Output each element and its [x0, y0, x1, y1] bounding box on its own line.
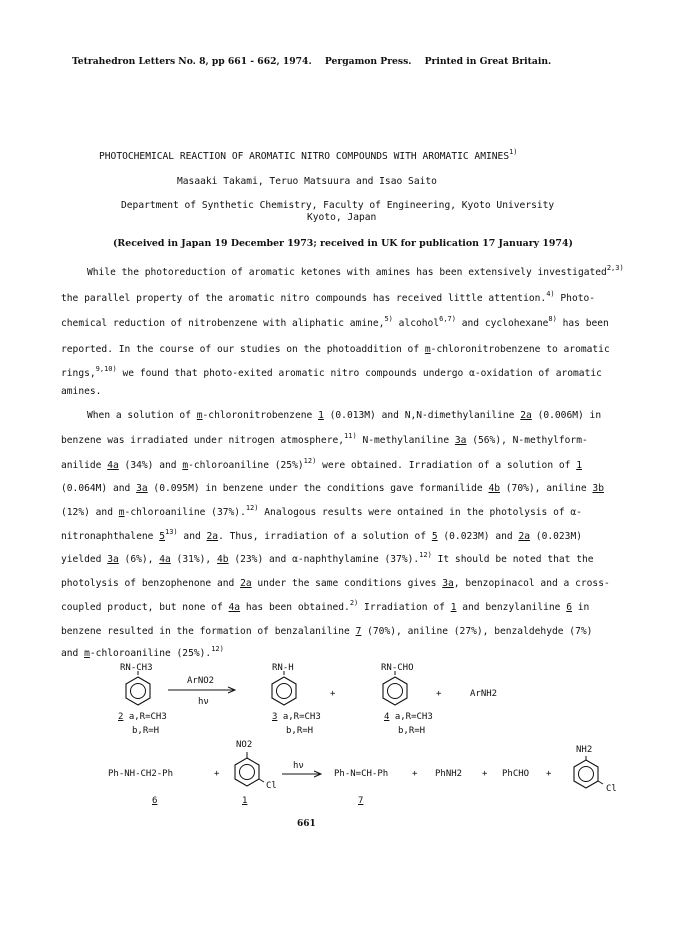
compound-4-labels: [384, 712, 433, 723]
compound-6-label: 6: [152, 796, 158, 806]
body-line: photolysis of benzophenone and 2a under the same conditions gives 3a, benzopinacol and a cross-: [61, 578, 610, 589]
compound-variant: a,R=CH3: [394, 712, 433, 722]
reaction-arrow-2: [282, 770, 324, 778]
received-dates: (Received in Japan 19 December 1973; received in UK for publication 17 January 1974): [113, 238, 573, 249]
title-text: PHOTOCHEMICAL REACTION OF AROMATIC NITRO COMPOUNDS WITH AROMATIC AMINES: [99, 151, 510, 162]
plus-sign: +: [546, 769, 552, 779]
substituent-rn-h: RN-H: [272, 663, 294, 673]
compound-number: 4: [384, 712, 390, 722]
affiliation-city: Kyoto, Japan: [307, 212, 377, 223]
body-line: anilide 4a (34%) and m-chloroaniline $(25\%)^{12)}$ were obtained. Irradiation of a solution of 1: [61, 457, 582, 471]
journal-citation: Tetrahedron Letters No. 8, pp 661 - 662, 1974.: [72, 56, 312, 67]
benzene-ring-1: [233, 756, 261, 788]
affiliation: Department of Synthetic Chemistry, Faculty of Engineering, Kyoto University: [121, 200, 555, 211]
substituent-cl: Cl: [266, 781, 277, 791]
substituent-rn-ch3: RN-CH3: [120, 663, 153, 673]
body-line: rings,$^{9,10)}$ we found that photo-exited aromatic nitro compounds undergo α-oxidation of aromatic: [61, 365, 602, 379]
paper-title: [99, 148, 518, 163]
title-reference: 1): [509, 148, 518, 156]
body-line: the parallel property of the aromatic nitro compounds has received little attention.$^{4)}$ Photo-: [61, 290, 596, 304]
compound-2-labels: [118, 712, 167, 723]
body-line: coupled product, but none of 4a has been obtained.$^{2)}$ Irradiation of 1 and benzylaniline 6 in: [61, 599, 590, 613]
plus-sign: +: [330, 689, 336, 699]
compound-number: 3: [272, 712, 278, 722]
body-line: amines.: [61, 386, 102, 397]
product-arnh2: ArNH2: [470, 689, 498, 699]
body-line: While the photoreduction of aromatic ketones with amines has been extensively investigated$^{2,3)}$: [87, 264, 624, 278]
compound-4b-label: b,R=H: [398, 726, 426, 736]
product-benzaldehyde: PhCHO: [502, 769, 530, 779]
substituent-cl-2: Cl: [606, 784, 617, 794]
benzene-ring-2: [124, 675, 152, 707]
body-line: (12%) and m-chloroaniline (37%).$^{12)}$ Analogous results were ontained in the photolysis of α-: [61, 504, 582, 518]
plus-sign: +: [214, 769, 220, 779]
substituent-rn-cho: RN-CHO: [381, 663, 414, 673]
compound-1-label: 1: [242, 796, 248, 806]
substituent-no2: NO2: [236, 740, 253, 750]
hv-label-2: hν: [293, 761, 304, 771]
body-line: reported. In the course of our studies on the photoaddition of m-chloronitrobenzene to aromatic: [61, 344, 610, 355]
body-line: and m-chloroaniline (25%).$^{12)}$: [61, 645, 224, 659]
reagent-arno2: ArNO2: [187, 676, 215, 686]
hv-label-1: hν: [198, 697, 209, 707]
page-number: 661: [297, 819, 316, 829]
plus-sign: +: [482, 769, 488, 779]
authors: Masaaki Takami, Teruo Matsuura and Isao Saito: [177, 176, 437, 187]
compound-2b-label: b,R=H: [132, 726, 160, 736]
body-line: yielded 3a (6%), 4a (31%), 4b (23%) and α-naphthylamine (37%).$^{12)}$ It should be noted that the: [61, 551, 594, 565]
compound-7-label: 7: [358, 796, 364, 806]
compound-variant: a,R=CH3: [282, 712, 321, 722]
product-aniline: PhNH2: [435, 769, 463, 779]
body-line: nitronaphthalene 5$^{13)}$ and 2a. Thus, irradiation of a solution of 5 (0.023M) and 2a (0.023M): [61, 528, 583, 542]
compound-3-labels: [272, 712, 321, 723]
compound-3b-label: b,R=H: [286, 726, 314, 736]
body-line: benzene resulted in the formation of benzalaniline 7 (70%), aniline (27%), benzaldehyde (7%): [61, 626, 593, 637]
printed-location: Printed in Great Britain.: [424, 56, 552, 67]
journal-header: [72, 56, 551, 68]
benzene-ring-chloroaniline: [572, 758, 600, 790]
compound-number: 2: [118, 712, 124, 722]
benzene-ring-3: [270, 675, 298, 707]
product-benzalaniline: Ph-N=CH-Ph: [334, 769, 389, 779]
body-line: When a solution of m-chloronitrobenzene 1 (0.013M) and N,N-dimethylaniline 2a (0.006M) in: [87, 410, 602, 421]
body-line: chemical reduction of nitrobenzene with aliphatic amine,$^{5)}$ alcohol$^{6,7)}$ and cyclohexane$^{8)}$ has been: [61, 315, 609, 329]
compound-variant: a,R=CH3: [128, 712, 167, 722]
reactant-benzylaniline: Ph-NH-CH2-Ph: [108, 769, 174, 779]
plus-sign: +: [412, 769, 418, 779]
benzene-ring-4: [381, 675, 409, 707]
body-line: benzene was irradiated under nitrogen atmosphere,$^{11)}$ N-methylaniline 3a (56%), N-methylform-: [61, 432, 588, 446]
reaction-arrow-1: [168, 686, 238, 694]
publisher: Pergamon Press.: [324, 56, 412, 67]
plus-sign: +: [436, 689, 442, 699]
substituent-nh2: NH2: [576, 745, 593, 755]
body-line: (0.064M) and 3a (0.095M) in benzene under the conditions gave formanilide 4b (70%), aniline 3b: [61, 483, 604, 494]
